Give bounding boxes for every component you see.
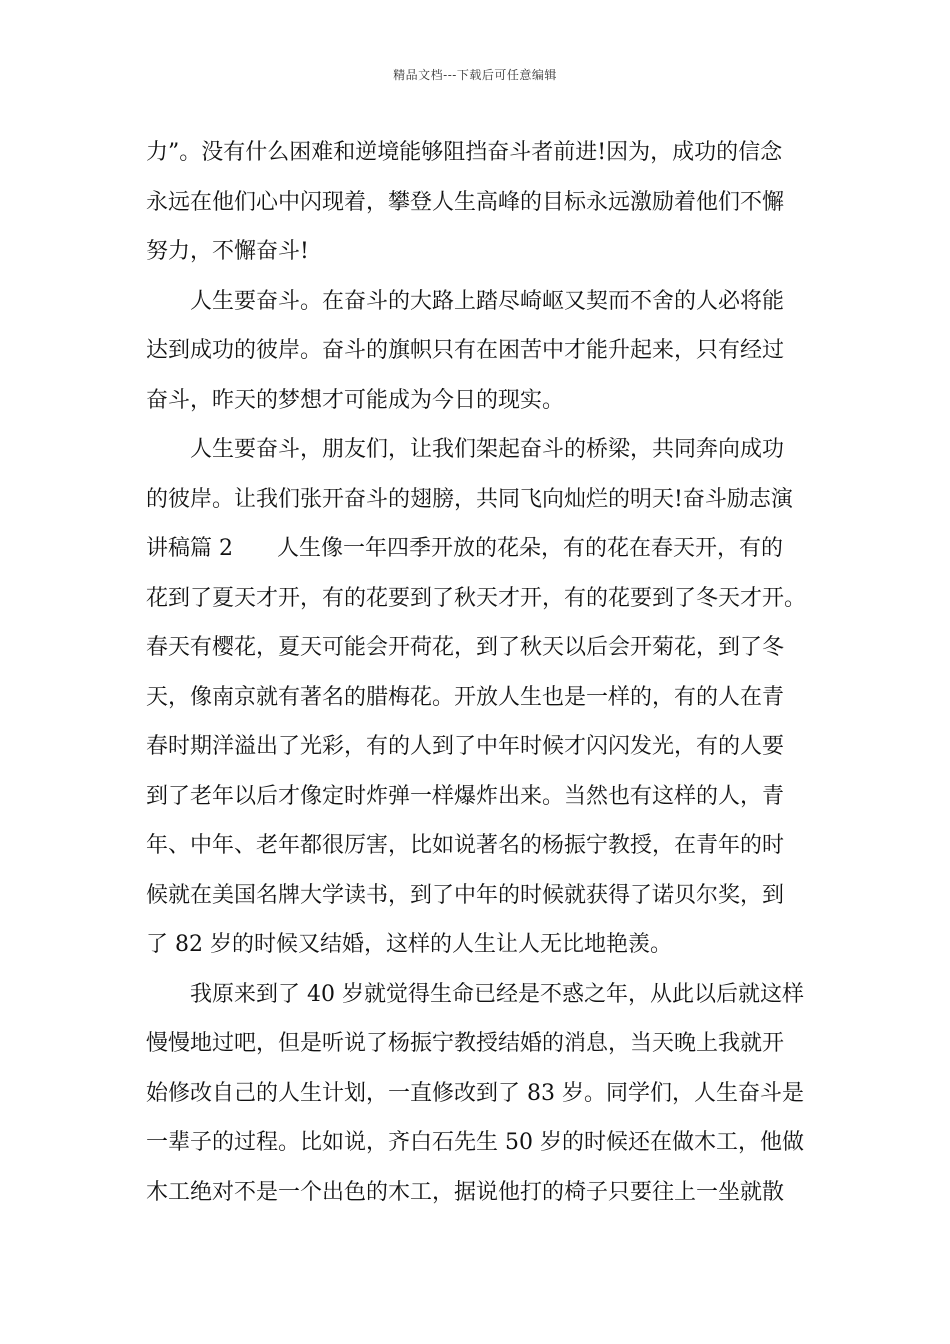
text-line: 人生要奋斗，朋友们，让我们架起奋斗的桥梁，共同奔向成功: [146, 437, 785, 462]
text-line: 人生要奋斗。在奋斗的大路上踏尽崎岖又契而不舍的人必将能: [146, 288, 785, 314]
text-line: 奋斗，昨天的梦想才可能成为今日的现实。: [146, 387, 565, 413]
text-line: 慢慢地过吧，但是听说了杨振宁教授结婚的消息，当天晚上我就开: [146, 1031, 785, 1056]
document-body: [146, 128, 814, 1217]
text-line: 春时期洋溢出了光彩，有的人到了中年时候才闪闪发光，有的人要: [146, 734, 785, 759]
text-line: 永远在他们心中闪现着，攀登人生高峰的目标永远激励着他们不懈: [146, 189, 785, 215]
text-line: 到了老年以后才像定时炸弹一样爆炸出来。当然也有这样的人，青: [146, 783, 785, 809]
text-line: 讲稿篇 2 人生像一年四季开放的花朵，有的花在春天开，有的: [146, 536, 783, 561]
text-line: 了 82 岁的时候又结婚，这样的人生让人无比地艳羡。: [146, 932, 672, 957]
text-line: 我原来到了 40 岁就觉得生命已经是不惑之年，从此以后就这样: [146, 981, 804, 1007]
text-line: 达到成功的彼岸。奋斗的旗帜只有在困苦中才能升起来，只有经过: [146, 338, 785, 363]
text-line: 一辈子的过程。比如说，齐白石先生 50 岁的时候还在做木工，他做: [146, 1130, 804, 1155]
text-line: 春天有樱花，夏天可能会开荷花，到了秋天以后会开菊花，到了冬: [146, 635, 785, 660]
text-line: 候就在美国名牌大学读书，到了中年的时候就获得了诺贝尔奖，到: [146, 882, 785, 908]
text-line: 力”。没有什么困难和逆境能够阻挡奋斗者前进!因为，成功的信念: [146, 140, 783, 165]
text-line: 木工绝对不是一个出色的木工，据说他打的椅子只要往上一坐就散: [146, 1179, 785, 1205]
text-line: 始修改自己的人生计划，一直修改到了 83 岁。同学们，人生奋斗是: [146, 1080, 804, 1106]
text-line: 花到了夏天才开，有的花要到了秋天才开，有的花要到了冬天才开。: [146, 585, 807, 611]
text-line: 的彼岸。让我们张开奋斗的翅膀，共同飞向灿烂的明天!奋斗励志演: [146, 486, 793, 512]
text-line: 天，像南京就有著名的腊梅花。开放人生也是一样的，有的人在青: [146, 684, 785, 710]
text-line: 努力，不懈奋斗!: [146, 239, 309, 264]
text-line: 年、中年、老年都很厉害，比如说著名的杨振宁教授，在青年的时: [146, 833, 785, 858]
page-header: 精品文档---下载后可任意编辑: [393, 68, 557, 82]
